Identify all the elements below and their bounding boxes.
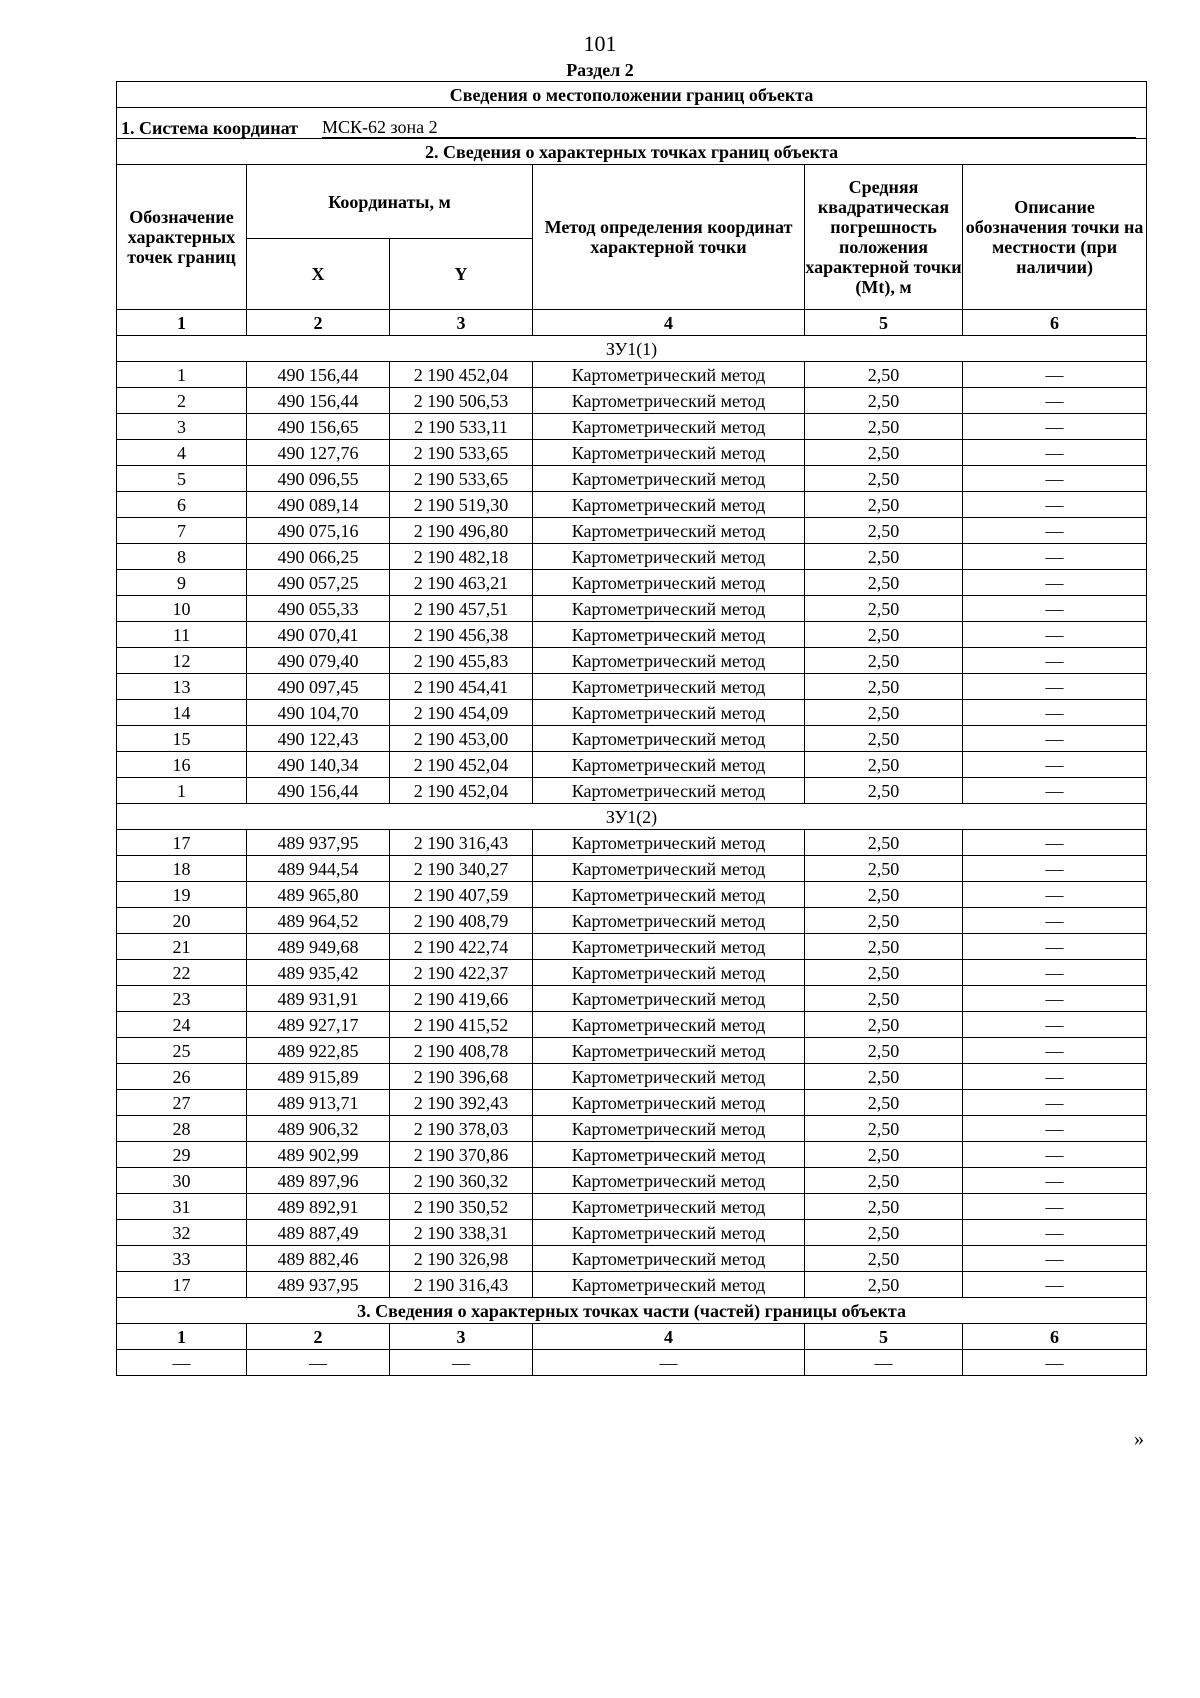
table-cell: Картометрический метод <box>533 882 805 908</box>
table-cell: 2,50 <box>805 492 963 518</box>
table-row <box>117 986 1147 1012</box>
table-cell: Картометрический метод <box>533 856 805 882</box>
header-error: Средняя квадратическая погрешность положения характерной точки (Mt), м <box>805 165 963 310</box>
table-cell: 489 937,95 <box>247 830 390 856</box>
table-cell: 2 190 457,51 <box>390 596 533 622</box>
table-cell: 2 190 463,21 <box>390 570 533 596</box>
table-cell: Картометрический метод <box>533 960 805 986</box>
header-coordinates: Координаты, м <box>247 165 533 239</box>
table-cell: — <box>963 856 1147 882</box>
table-cell: Картометрический метод <box>533 752 805 778</box>
table-cell: Картометрический метод <box>533 596 805 622</box>
table-cell: Картометрический метод <box>533 518 805 544</box>
table-row <box>117 622 1147 648</box>
table-cell: 2 190 360,32 <box>390 1168 533 1194</box>
table-row <box>117 1194 1147 1220</box>
table-cell: 30 <box>117 1168 247 1194</box>
table-cell: — <box>533 1350 805 1376</box>
table-cell: Картометрический метод <box>533 934 805 960</box>
table-cell: — <box>963 1220 1147 1246</box>
table-cell: 24 <box>117 1012 247 1038</box>
table-cell: 2,50 <box>805 1246 963 1272</box>
table-cell: — <box>963 700 1147 726</box>
table-cell: 2 190 350,52 <box>390 1194 533 1220</box>
table-cell: 33 <box>117 1246 247 1272</box>
table-cell: 18 <box>117 856 247 882</box>
table-cell: Картометрический метод <box>533 1064 805 1090</box>
table-cell: 2,50 <box>805 1038 963 1064</box>
table-cell: Картометрический метод <box>533 908 805 934</box>
table-cell: Картометрический метод <box>533 648 805 674</box>
table-cell: 2 190 496,80 <box>390 518 533 544</box>
table-cell: 2 190 422,74 <box>390 934 533 960</box>
table-cell: 490 055,33 <box>247 596 390 622</box>
table-cell: 2 190 454,41 <box>390 674 533 700</box>
table-cell: 2 190 519,30 <box>390 492 533 518</box>
table-cell: — <box>963 934 1147 960</box>
table-cell: — <box>963 1116 1147 1142</box>
table-cell: 17 <box>117 830 247 856</box>
points-body <box>117 336 1147 1298</box>
table-cell: 490 057,25 <box>247 570 390 596</box>
table-row <box>117 1012 1147 1038</box>
table-cell: 2,50 <box>805 1142 963 1168</box>
table-cell: 32 <box>117 1220 247 1246</box>
column-number: 1 <box>117 310 247 336</box>
table-cell: 23 <box>117 986 247 1012</box>
table-row <box>117 1246 1147 1272</box>
table-cell: 2,50 <box>805 1090 963 1116</box>
table-cell: 490 075,16 <box>247 518 390 544</box>
table-cell: 2 190 533,65 <box>390 466 533 492</box>
table-row <box>117 1038 1147 1064</box>
table-cell: 2 190 422,37 <box>390 960 533 986</box>
table-cell: 14 <box>117 700 247 726</box>
table-cell: Картометрический метод <box>533 700 805 726</box>
table-cell: Картометрический метод <box>533 414 805 440</box>
table-cell: 17 <box>117 1272 247 1298</box>
table-row <box>117 466 1147 492</box>
table-row <box>117 1168 1147 1194</box>
table-cell: 490 070,41 <box>247 622 390 648</box>
table-cell: Картометрический метод <box>533 544 805 570</box>
table-cell: 2,50 <box>805 544 963 570</box>
table-cell: — <box>963 1194 1147 1220</box>
table-cell: 10 <box>117 596 247 622</box>
table-cell: — <box>963 752 1147 778</box>
column-number: 5 <box>805 310 963 336</box>
table-row <box>117 596 1147 622</box>
table-cell: 26 <box>117 1064 247 1090</box>
table-cell: 489 935,42 <box>247 960 390 986</box>
column-number-row <box>117 310 1147 336</box>
table-cell: — <box>117 1350 247 1376</box>
parts-empty-row <box>117 1350 1147 1376</box>
table-cell: 489 964,52 <box>247 908 390 934</box>
table-row <box>117 1142 1147 1168</box>
column-number: 3 <box>390 310 533 336</box>
boundary-table <box>116 81 1147 1376</box>
table-cell: — <box>963 778 1147 804</box>
table-cell: — <box>963 492 1147 518</box>
table-cell: — <box>805 1350 963 1376</box>
table-row <box>117 570 1147 596</box>
table-cell: 12 <box>117 648 247 674</box>
table-cell: 2 190 455,83 <box>390 648 533 674</box>
table-cell: — <box>963 1064 1147 1090</box>
table-cell: 25 <box>117 1038 247 1064</box>
column-number: 1 <box>117 1324 247 1350</box>
table-title: Сведения о местоположении границ объекта <box>117 82 1147 108</box>
table-cell: 2,50 <box>805 1272 963 1298</box>
table-cell: 490 122,43 <box>247 726 390 752</box>
table-cell: 2,50 <box>805 934 963 960</box>
table-cell: Картометрический метод <box>533 492 805 518</box>
table-cell: 2 190 408,78 <box>390 1038 533 1064</box>
table-cell: — <box>963 440 1147 466</box>
table-cell: Картометрический метод <box>533 674 805 700</box>
table-cell: 2 <box>117 388 247 414</box>
table-row <box>117 518 1147 544</box>
table-cell: 490 097,45 <box>247 674 390 700</box>
table-cell: — <box>963 674 1147 700</box>
section-title: Раздел 2 <box>566 60 634 80</box>
table-cell: 16 <box>117 752 247 778</box>
table-cell: 31 <box>117 1194 247 1220</box>
table-cell: Картометрический метод <box>533 1038 805 1064</box>
table-cell: Картометрический метод <box>533 1116 805 1142</box>
table-cell: — <box>963 1142 1147 1168</box>
table-row <box>117 960 1147 986</box>
table-cell: 2 190 454,09 <box>390 700 533 726</box>
table-cell: 2,50 <box>805 1220 963 1246</box>
table-cell: 2,50 <box>805 414 963 440</box>
table-cell: 2 190 326,98 <box>390 1246 533 1272</box>
table-cell: — <box>390 1350 533 1376</box>
table-cell: — <box>963 1090 1147 1116</box>
header-designation: Обозначение характерных точек границ <box>117 165 247 310</box>
group-name: ЗУ1(2) <box>117 804 1147 830</box>
table-row <box>117 752 1147 778</box>
table-row <box>117 934 1147 960</box>
table-cell: 490 156,44 <box>247 362 390 388</box>
column-number: 4 <box>533 310 805 336</box>
table-cell: 489 887,49 <box>247 1220 390 1246</box>
table-cell: — <box>963 570 1147 596</box>
table-cell: 2 190 340,27 <box>390 856 533 882</box>
table-cell: — <box>963 596 1147 622</box>
table-cell: 2 190 452,04 <box>390 778 533 804</box>
table-cell: 2,50 <box>805 1064 963 1090</box>
table-cell: 2,50 <box>805 440 963 466</box>
table-cell: 489 915,89 <box>247 1064 390 1090</box>
table-cell: — <box>963 1038 1147 1064</box>
table-cell: 15 <box>117 726 247 752</box>
table-row <box>117 908 1147 934</box>
table-cell: — <box>963 1272 1147 1298</box>
table-cell: 489 937,95 <box>247 1272 390 1298</box>
table-row <box>117 856 1147 882</box>
table-cell: 2,50 <box>805 1012 963 1038</box>
table-cell: — <box>963 544 1147 570</box>
table-cell: 2 190 456,38 <box>390 622 533 648</box>
table-cell: 19 <box>117 882 247 908</box>
table-row <box>117 882 1147 908</box>
page-number: 101 <box>583 31 617 56</box>
points-title: 2. Сведения о характерных точках границ объекта <box>117 139 1147 165</box>
table-cell: 28 <box>117 1116 247 1142</box>
table-cell: 2 190 408,79 <box>390 908 533 934</box>
table-row <box>117 674 1147 700</box>
table-cell: Картометрический метод <box>533 1272 805 1298</box>
table-cell: — <box>963 1168 1147 1194</box>
table-cell: — <box>963 518 1147 544</box>
table-cell: Картометрический метод <box>533 1168 805 1194</box>
table-cell: 2,50 <box>805 726 963 752</box>
table-cell: 2,50 <box>805 830 963 856</box>
table-cell: 2 190 396,68 <box>390 1064 533 1090</box>
table-cell: 490 156,44 <box>247 778 390 804</box>
table-cell: Картометрический метод <box>533 1194 805 1220</box>
table-row <box>117 700 1147 726</box>
table-cell: — <box>963 622 1147 648</box>
table-cell: 2 190 533,11 <box>390 414 533 440</box>
table-cell: 490 156,65 <box>247 414 390 440</box>
table-cell: 2 190 338,31 <box>390 1220 533 1246</box>
table-cell: 489 931,91 <box>247 986 390 1012</box>
table-cell: 2,50 <box>805 518 963 544</box>
table-cell: 490 104,70 <box>247 700 390 726</box>
table-cell: — <box>963 986 1147 1012</box>
table-cell: 2,50 <box>805 362 963 388</box>
column-number: 6 <box>963 310 1147 336</box>
table-row <box>117 1116 1147 1142</box>
table-cell: Картометрический метод <box>533 622 805 648</box>
table-cell: 490 156,44 <box>247 388 390 414</box>
table-cell: 6 <box>117 492 247 518</box>
coord-system-row <box>117 108 1147 139</box>
table-cell: — <box>963 648 1147 674</box>
table-cell: 2 190 316,43 <box>390 830 533 856</box>
table-cell: 2,50 <box>805 1116 963 1142</box>
table-row <box>117 726 1147 752</box>
table-cell: 489 927,17 <box>247 1012 390 1038</box>
table-cell: 490 089,14 <box>247 492 390 518</box>
table-cell: — <box>963 1350 1147 1376</box>
table-cell: 2,50 <box>805 960 963 986</box>
table-cell: Картометрический метод <box>533 388 805 414</box>
table-row <box>117 1064 1147 1090</box>
table-row <box>117 1090 1147 1116</box>
table-cell: 489 906,32 <box>247 1116 390 1142</box>
table-cell: 2 190 415,52 <box>390 1012 533 1038</box>
table-cell: 2 190 482,18 <box>390 544 533 570</box>
table-cell: — <box>247 1350 390 1376</box>
table-cell: — <box>963 414 1147 440</box>
table-cell: 489 949,68 <box>247 934 390 960</box>
table-row <box>117 440 1147 466</box>
column-number: 3 <box>390 1324 533 1350</box>
table-cell: Картометрический метод <box>533 778 805 804</box>
table-cell: Картометрический метод <box>533 1220 805 1246</box>
table-cell: 2,50 <box>805 388 963 414</box>
table-cell: Картометрический метод <box>533 570 805 596</box>
table-cell: 490 096,55 <box>247 466 390 492</box>
table-cell: 489 897,96 <box>247 1168 390 1194</box>
table-cell: Картометрический метод <box>533 1090 805 1116</box>
table-cell: 2,50 <box>805 466 963 492</box>
table-cell: 2 190 392,43 <box>390 1090 533 1116</box>
table-cell: 13 <box>117 674 247 700</box>
table-cell: 2 190 506,53 <box>390 388 533 414</box>
table-cell: 2,50 <box>805 570 963 596</box>
table-cell: 2,50 <box>805 908 963 934</box>
table-cell: 490 140,34 <box>247 752 390 778</box>
table-cell: 2 190 370,86 <box>390 1142 533 1168</box>
table-cell: 27 <box>117 1090 247 1116</box>
table-cell: — <box>963 830 1147 856</box>
table-cell: 2 190 452,04 <box>390 362 533 388</box>
table-cell: 2,50 <box>805 622 963 648</box>
coord-system-value: МСК-62 зона 2 <box>322 117 1136 138</box>
table-cell: 9 <box>117 570 247 596</box>
table-cell: 11 <box>117 622 247 648</box>
table-cell: — <box>963 908 1147 934</box>
group-header-row <box>117 336 1147 362</box>
table-cell: — <box>963 960 1147 986</box>
table-cell: 2 190 453,00 <box>390 726 533 752</box>
table-row <box>117 1220 1147 1246</box>
table-cell: Картометрический метод <box>533 362 805 388</box>
table-cell: 489 922,85 <box>247 1038 390 1064</box>
table-cell: — <box>963 362 1147 388</box>
table-cell: Картометрический метод <box>533 830 805 856</box>
table-cell: 1 <box>117 778 247 804</box>
table-cell: Картометрический метод <box>533 440 805 466</box>
table-cell: 2,50 <box>805 1168 963 1194</box>
table-cell: 2 190 452,04 <box>390 752 533 778</box>
table-cell: 2 190 407,59 <box>390 882 533 908</box>
table-cell: 29 <box>117 1142 247 1168</box>
table-cell: 8 <box>117 544 247 570</box>
table-cell: 489 892,91 <box>247 1194 390 1220</box>
table-row <box>117 492 1147 518</box>
column-number: 5 <box>805 1324 963 1350</box>
parts-title: 3. Сведения о характерных точках части (частей) границы объекта <box>117 1298 1147 1324</box>
header-x: X <box>247 239 390 310</box>
table-cell: 2,50 <box>805 700 963 726</box>
table-cell: 490 127,76 <box>247 440 390 466</box>
table-cell: 2,50 <box>805 752 963 778</box>
column-number: 2 <box>247 1324 390 1350</box>
table-cell: — <box>963 1012 1147 1038</box>
table-cell: 2 190 378,03 <box>390 1116 533 1142</box>
column-number: 4 <box>533 1324 805 1350</box>
table-row <box>117 830 1147 856</box>
table-cell: 489 902,99 <box>247 1142 390 1168</box>
table-row <box>117 544 1147 570</box>
table-cell: 489 944,54 <box>247 856 390 882</box>
table-row <box>117 778 1147 804</box>
closing-quote: » <box>1134 1428 1144 1450</box>
table-cell: 2,50 <box>805 882 963 908</box>
table-cell: 7 <box>117 518 247 544</box>
table-cell: Картометрический метод <box>533 986 805 1012</box>
table-row <box>117 414 1147 440</box>
group-header-row <box>117 804 1147 830</box>
table-cell: 490 066,25 <box>247 544 390 570</box>
table-cell: 2 190 419,66 <box>390 986 533 1012</box>
table-cell: Картометрический метод <box>533 726 805 752</box>
table-cell: 1 <box>117 362 247 388</box>
table-cell: 2,50 <box>805 986 963 1012</box>
table-cell: 22 <box>117 960 247 986</box>
table-cell: 20 <box>117 908 247 934</box>
table-cell: 2,50 <box>805 778 963 804</box>
table-cell: Картометрический метод <box>533 1246 805 1272</box>
table-cell: 4 <box>117 440 247 466</box>
header-method: Метод определения координат характерной точки <box>533 165 805 310</box>
table-cell: 5 <box>117 466 247 492</box>
table-cell: 2,50 <box>805 1194 963 1220</box>
table-cell: 2,50 <box>805 856 963 882</box>
table-cell: 2,50 <box>805 596 963 622</box>
table-cell: — <box>963 1246 1147 1272</box>
header-y: Y <box>390 239 533 310</box>
table-cell: 2,50 <box>805 674 963 700</box>
table-cell: 489 965,80 <box>247 882 390 908</box>
column-number: 2 <box>247 310 390 336</box>
parts-column-number-row <box>117 1324 1147 1350</box>
table-cell: Картометрический метод <box>533 1142 805 1168</box>
header-description: Описание обозначения точки на местности (при наличии) <box>963 165 1147 310</box>
coord-system-label: 1. Система координат <box>121 118 298 138</box>
table-row <box>117 1272 1147 1298</box>
table-cell: — <box>963 466 1147 492</box>
column-number: 6 <box>963 1324 1147 1350</box>
table-cell: 2 190 533,65 <box>390 440 533 466</box>
table-cell: Картометрический метод <box>533 1012 805 1038</box>
table-cell: — <box>963 882 1147 908</box>
table-cell: — <box>963 388 1147 414</box>
table-cell: — <box>963 726 1147 752</box>
table-row <box>117 362 1147 388</box>
table-cell: 490 079,40 <box>247 648 390 674</box>
table-cell: 2,50 <box>805 648 963 674</box>
table-row <box>117 648 1147 674</box>
table-row <box>117 388 1147 414</box>
table-cell: 489 913,71 <box>247 1090 390 1116</box>
table-cell: 489 882,46 <box>247 1246 390 1272</box>
table-cell: Картометрический метод <box>533 466 805 492</box>
group-name: ЗУ1(1) <box>117 336 1147 362</box>
table-cell: 21 <box>117 934 247 960</box>
table-cell: 3 <box>117 414 247 440</box>
table-cell: 2 190 316,43 <box>390 1272 533 1298</box>
